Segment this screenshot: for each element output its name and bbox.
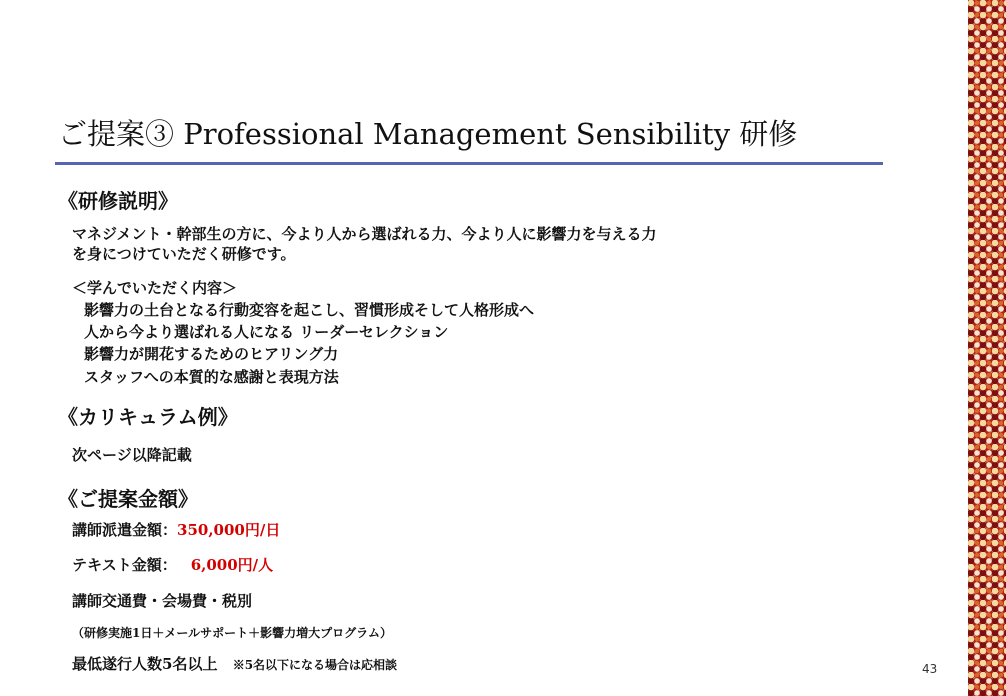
text-fee-value: 6,000円/人 — [190, 556, 274, 574]
minimum-participants-note: ※5名以下になる場合は応相談 — [232, 658, 398, 672]
misc-costs: 講師交通費・会場費・税別 — [72, 592, 253, 610]
instructor-fee-label: 講師派遣金額： — [72, 521, 178, 539]
curriculum-text: 次ページ以降記載 — [72, 446, 192, 464]
description-line-2: を身につけていただく研修です。 — [72, 245, 296, 263]
text-fee-label: テキスト金額： — [72, 556, 177, 574]
learn-item: 影響力の土台となる行動変容を起こし、習慣形成そして人格形成へ — [84, 301, 535, 319]
page-title: ご提案③ Professional Management Sensibility 研修 — [58, 117, 798, 151]
text-fee-row — [72, 555, 273, 575]
instructor-fee-row — [72, 520, 280, 540]
section-heading-price: 《ご提案金額》 — [58, 487, 198, 511]
instructor-fee-value: 350,000円/日 — [177, 521, 281, 539]
learn-item: 影響力が開花するためのヒアリング力 — [84, 345, 339, 363]
decorative-pattern-strip — [968, 0, 1006, 696]
learn-heading: ＜学んでいただく内容＞ — [72, 279, 238, 297]
minimum-participants-label: 最低遂行人数5名以上 — [72, 655, 218, 673]
learn-item: 人から今より選ばれる人になる リーダーセレクション — [84, 323, 449, 341]
learn-item: スタッフへの本質的な感謝と表現方法 — [84, 368, 339, 386]
minimum-participants-row — [72, 654, 397, 675]
title-underline — [55, 162, 883, 165]
section-heading-curriculum: 《カリキュラム例》 — [58, 405, 238, 429]
program-note: （研修実施1日＋メールサポート＋影響力増大プログラム） — [72, 626, 392, 640]
section-heading-description: 《研修説明》 — [58, 189, 178, 213]
page-number: 43 — [922, 662, 938, 676]
description-line-1: マネジメント・幹部生の方に、今より人から選ばれる力、今より人に影響力を与える力 — [72, 225, 657, 243]
